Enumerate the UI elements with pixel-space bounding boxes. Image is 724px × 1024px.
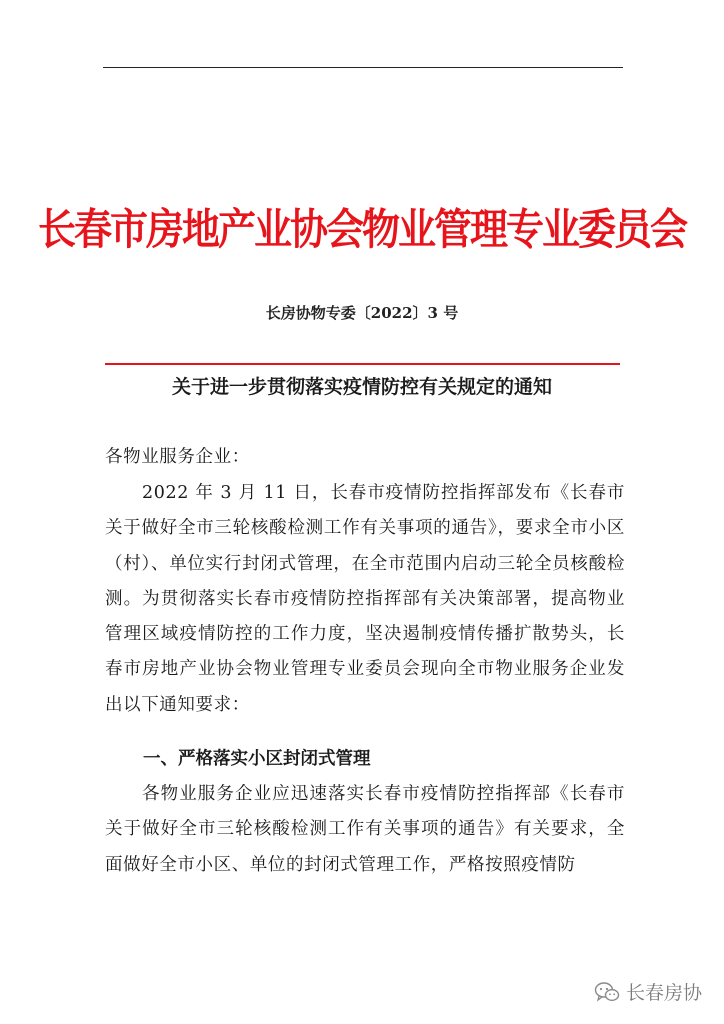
notice-title: 关于进一步贯彻落实疫情防控有关规定的通知	[171, 376, 552, 398]
account-watermark	[594, 978, 702, 1005]
body-paragraph-2: 各物业服务企业应迅速落实长春市疫情防控指挥部《长春市关于做好全市三轮核酸检测工作有关事项的通告》有关要求，全面做好全市小区、单位的封闭式管理工作，严格按照疫情防	[105, 784, 625, 875]
salutation: 各物业服务企业：	[105, 447, 250, 467]
body-paragraph-1: 2022 年 3 月 11 日，长春市疫情防控指挥部发布《长春市关于做好全市三轮核酸检测工作有关事项的通告》，要求全市小区（村）、单位实行封闭式管理，在全市范围内启动三轮全员核酸检测。为贯彻落实长春市疫情防控指挥部有关决策部署，提高物业管理区域疫情防控的工作力度，坚决遏制疫情传播扩散势头，长春市房地产业协会物业管理专业委员会现向全市物业服务企业发出以下通知要求：	[105, 483, 625, 715]
organization-title: 长春市房地产业协会物业管理专业委员会	[37, 203, 686, 255]
section-heading-1: 一、严格落实小区封闭式管理	[143, 749, 371, 769]
red-divider	[105, 363, 620, 365]
wechat-icon	[594, 981, 620, 1003]
document-number: 长房协物专委〔2022〕3 号	[265, 304, 459, 322]
top-divider	[103, 67, 623, 68]
watermark-text: 长春房协	[625, 982, 702, 1004]
